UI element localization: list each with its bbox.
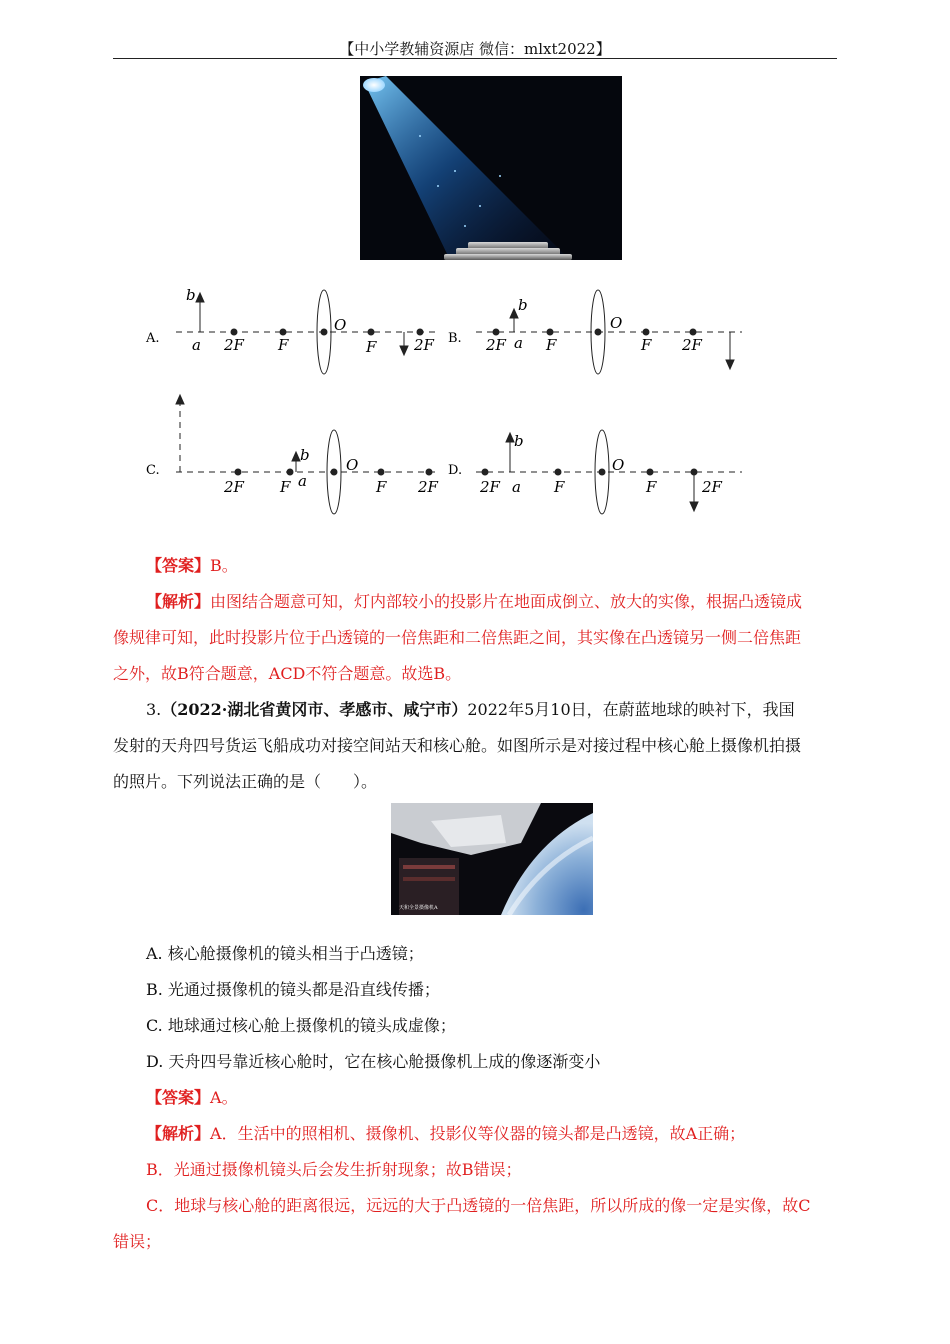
q3-answer: 【答案】A。 [146,1088,238,1107]
label-2f: 2F [702,478,722,496]
label-a: a [298,472,307,490]
q3-stem-line: 3.（2022·湖北省黄冈市、孝感市、咸宁市）2022年5月10日，在蔚蓝地球的映衬下，我国 [146,700,795,719]
label-f: F [554,478,565,496]
label-b: b [518,296,528,314]
label-f: F [366,338,377,356]
spotlight-photo [360,76,622,260]
label-a: a [514,334,523,352]
label-o: O [334,316,347,334]
label-2f: 2F [414,336,434,354]
lens-diagram-ab [140,280,780,540]
q3-stem-line: 发射的天舟四号货运飞船成功对接空间站天和核心舱。如图所示是对接过程中核心舱上摄像机拍摄 [113,736,802,755]
option-b-label: B. [448,331,462,346]
q2-answer: 【答案】B。 [146,556,238,575]
label-f: F [376,478,387,496]
label-f: F [646,478,657,496]
option-c-label: C. [146,463,160,478]
label-o: O [610,314,623,332]
page-header: 【中小学教辅资源店 微信：mlxt2022】 [339,40,611,58]
q3-option-d: D. 天舟四号靠近核心舱时，它在核心舱摄像机上成的像逐渐变小 [146,1052,601,1071]
q3-stem-line: 的照片。下列说法正确的是（ ）。 [113,772,378,791]
q3-analysis-line: 【解析】A．生活中的照相机、摄像机、投影仪等仪器的镜头都是凸透镜，故A正确； [146,1124,746,1143]
q2-analysis-line: 之外，故B符合题意，ACD不符合题意。故选B。 [113,664,462,683]
label-b: b [514,432,524,450]
q3-option-b: B. 光通过摄像机的镜头都是沿直线传播； [146,980,440,999]
option-d-label: D. [448,463,463,478]
label-f: F [280,478,291,496]
q3-analysis-line: B．光通过摄像机镜头后会发生折射现象；故B错误； [146,1160,522,1179]
label-b: b [186,286,196,304]
header-rule [113,58,837,59]
q2-analysis-line: 【解析】由图结合题意可知，灯内部较小的投影片在地面成倒立、放大的实像，根据凸透镜成 [146,592,803,611]
option-a-label: A. [146,331,160,346]
label-f: F [278,336,289,354]
label-f: F [641,336,652,354]
photo-caption: 天和全景摄像机A [399,905,438,911]
label-a: a [192,336,201,354]
label-2f: 2F [682,336,702,354]
q3-option-a: A. 核心舱摄像机的镜头相当于凸透镜； [146,944,424,963]
label-o: O [346,456,359,474]
q3-option-c: C. 地球通过核心舱上摄像机的镜头成虚像； [146,1016,456,1035]
q2-analysis-line: 像规律可知，此时投影片位于凸透镜的一倍焦距和二倍焦距之间，其实像在凸透镜另一侧二倍焦距 [113,628,802,647]
label-o: O [612,456,625,474]
label-2f: 2F [224,336,244,354]
docking-photo [391,803,593,915]
q3-analysis-line: C．地球与核心舱的距离很远，远远的大于凸透镜的一倍焦距，所以所成的像一定是实像，故C [146,1196,811,1215]
label-2f: 2F [480,478,500,496]
label-2f: 2F [486,336,506,354]
label-f: F [546,336,557,354]
label-2f: 2F [418,478,438,496]
label-b: b [300,446,310,464]
q3-analysis-line: 错误； [113,1232,162,1251]
label-a: a [512,478,521,496]
label-2f: 2F [224,478,244,496]
